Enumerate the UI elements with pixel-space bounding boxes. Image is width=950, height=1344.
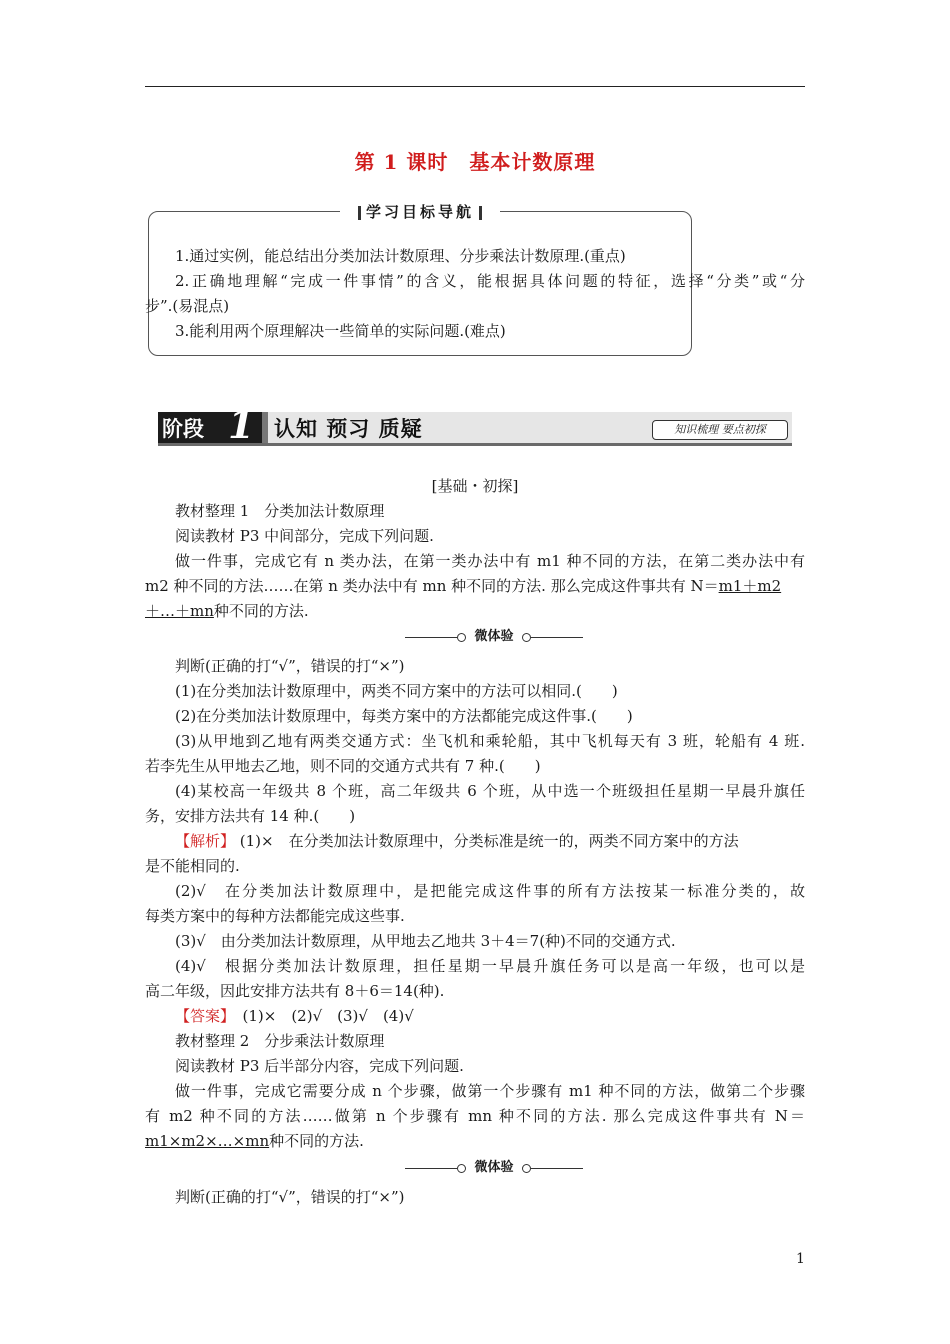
material1-blank-2: ＋…＋mn [145,602,214,620]
lesson-title: 第 1 课时 基本计数原理 [354,150,596,174]
analysis-2-cont: 每类方案中的每种方法都能完成这些事. [145,907,405,925]
stage-number: 1 [228,402,255,447]
goal-item-3: 3.能利用两个原理解决一些简单的实际问题.(难点) [175,322,506,340]
micro-label-2: 微体验 [474,1160,514,1175]
quiz1-q1: (1)在分类加法计数原理中，两类不同方案中的方法可以相同.( ) [175,682,618,700]
goal-item-1: 1.通过实例，能总结出分类加法计数原理、分步乘法计数原理.(重点) [175,247,626,265]
quiz2-intro: 判断(正确的打“√”，错误的打“×”) [175,1188,405,1206]
analysis-1 [175,831,805,851]
micro-label-1: 微体验 [474,629,514,644]
material1-heading: 教材整理 1 分类加法计数原理 [175,502,385,520]
material2-para3 [145,1131,805,1151]
material1-para3-text: 种不同的方法. [213,602,309,620]
micro-divider-2 [405,1158,583,1178]
goals-heading-text: 学习目标导航 [365,203,474,221]
goal-item-2: 2.正确地理解“完成一件事情”的含义，能根据具体问题的特征，选择“分类”或“分 [175,272,805,290]
goal-item-2-cont: 步”.(易混点) [145,297,230,315]
quiz1-q4-cont: 务，安排方法共有 14 种.( ) [145,807,356,825]
analysis-3: (3)√ 由分类加法计数原理，从甲地去乙地共 3＋4＝7(种)不同的交通方式. [175,932,676,950]
header-rule [145,86,805,87]
analysis-2: (2)√ 在分类加法计数原理中，是把能完成这件事的所有方法按某一标准分类的，故 [175,882,805,900]
page-number: 1 [796,1251,805,1267]
material1-blank-1: m1＋m2 [718,577,782,595]
material1-para2 [145,576,805,596]
material1-para3 [145,601,805,621]
quiz1-q3: (3)从甲地到乙地有两类交通方式：坐飞机和乘轮船，其中飞机每天有 3 班，轮船有 4 班. [175,732,805,750]
answer-1 [175,1006,805,1026]
material2-para2: 有 m2 种不同的方法……做第 n 个步骤有 mn 种不同的方法. 那么完成这件事共有 N＝ [145,1107,805,1125]
answer-tag: 【答案】 [175,1007,228,1025]
material1-para1: 做一件事，完成它有 n 类办法，在第一类办法中有 m1 种不同的方法，在第二类办法中有 [175,552,805,570]
material2-blank: m1×m2×…×mn [145,1132,270,1150]
material2-para1: 做一件事，完成它需要分成 n 个步骤，做第一个步骤有 m1 种不同的方法，做第二个步骤 [175,1082,805,1100]
analysis-4-cont: 高二年级，因此安排方法共有 8＋6＝14(种). [145,982,445,1000]
stage-title: 认知 预习 质疑 [274,417,423,441]
material1-para2-text: m2 种不同的方法……在第 n 类办法中有 mn 种不同的方法. 那么完成这件事共有 N＝ [145,577,719,595]
stage-banner-ribbon [262,412,268,446]
quiz1-q2: (2)在分类加法计数原理中，每类方案中的方法都能完成这件事.( ) [175,707,633,725]
micro-divider-1 [405,627,583,647]
stage-label: 阶段 [162,417,204,441]
goals-heading [340,201,500,223]
analysis-4: (4)√ 根据分类加法计数原理，担任星期一早晨升旗任务可以是高一年级，也可以是 [175,957,805,975]
material2-para3-text: 种不同的方法. [269,1132,364,1150]
quiz1-q4: (4)某校高一年级共 8 个班，高二年级共 6 个班，从中选一个班级担任星期一早晨升旗任 [175,782,805,800]
answer-1-text: (1)× (2)√ (3)√ (4)√ [227,1007,414,1025]
stage-tag: 知识梳理 要点初探 [652,420,788,440]
analysis-1-cont: 是不能相同的. [145,857,240,875]
analysis-tag: 【解析】 [175,832,236,850]
material1-read: 阅读教材 P3 中间部分，完成下列问题. [175,527,434,545]
material2-heading: 教材整理 2 分步乘法计数原理 [175,1032,385,1050]
material2-read: 阅读教材 P3 后半部分内容，完成下列问题. [175,1057,464,1075]
quiz1-intro: 判断(正确的打“√”，错误的打“×”) [175,657,405,675]
section-tag: [基础・初探] [431,477,519,495]
quiz1-q3-cont: 若李先生从甲地去乙地，则不同的交通方式共有 7 种.( ) [145,757,541,775]
analysis-1-text: (1)× 在分类加法计数原理中，分类标准是统一的，两类不同方案中的方法 [235,832,739,850]
